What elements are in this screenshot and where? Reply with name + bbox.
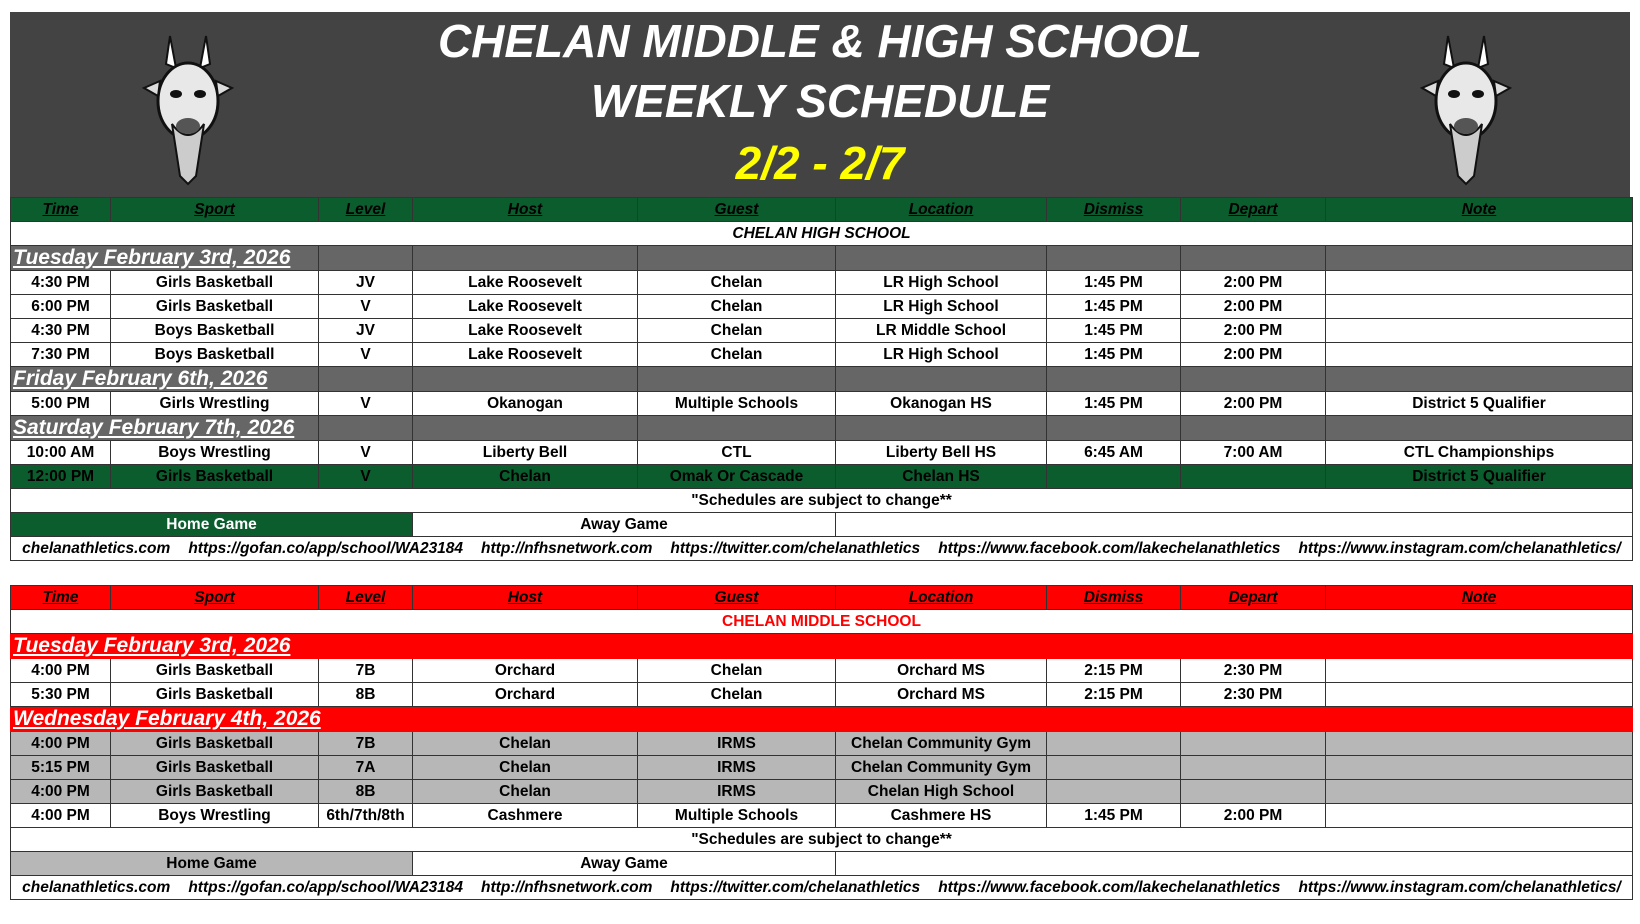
day-label: Tuesday February 3rd, 2026 <box>11 634 1633 659</box>
event-note <box>1326 732 1633 756</box>
column-header-note: Note <box>1326 586 1633 610</box>
event-note <box>1326 343 1633 367</box>
event-level: 8B <box>319 683 413 707</box>
event-location: LR High School <box>836 295 1047 319</box>
event-host: Lake Roosevelt <box>413 343 638 367</box>
column-header-location: Location <box>836 586 1047 610</box>
event-row <box>11 804 1633 828</box>
event-row <box>11 659 1633 683</box>
event-host: Okanogan <box>413 392 638 416</box>
external-link[interactable]: https://twitter.com/chelanathletics <box>670 539 921 557</box>
event-row <box>11 271 1633 295</box>
event-time: 6:00 PM <box>11 295 111 319</box>
event-guest: CTL <box>638 441 836 465</box>
away-game-legend: Away Game <box>413 852 836 876</box>
event-time: 5:30 PM <box>11 683 111 707</box>
column-header-row <box>11 198 1633 222</box>
event-host: Lake Roosevelt <box>413 295 638 319</box>
column-header-time: Time <box>11 586 111 610</box>
event-depart: 2:30 PM <box>1181 683 1326 707</box>
external-link[interactable]: http://nfhsnetwork.com <box>481 878 653 896</box>
event-location: Chelan Community Gym <box>836 732 1047 756</box>
event-location: Cashmere HS <box>836 804 1047 828</box>
external-link[interactable]: https://www.facebook.com/lakechelanathletics <box>938 878 1281 896</box>
event-dismiss: 2:15 PM <box>1047 659 1181 683</box>
column-header-row <box>11 586 1633 610</box>
event-note <box>1326 804 1633 828</box>
event-depart: 7:00 AM <box>1181 441 1326 465</box>
event-depart: 2:00 PM <box>1181 804 1326 828</box>
event-note: District 5 Qualifier <box>1326 392 1633 416</box>
event-row <box>11 441 1633 465</box>
event-depart: 2:00 PM <box>1181 392 1326 416</box>
event-dismiss <box>1047 756 1181 780</box>
day-header-cell <box>836 367 1047 392</box>
day-header-cell <box>413 416 638 441</box>
event-dismiss: 1:45 PM <box>1047 804 1181 828</box>
event-guest: Chelan <box>638 319 836 343</box>
event-note <box>1326 756 1633 780</box>
event-depart: 2:00 PM <box>1181 343 1326 367</box>
home-game-legend: Home Game <box>11 852 413 876</box>
day-header-cell <box>1047 246 1181 271</box>
event-row <box>11 683 1633 707</box>
event-note <box>1326 319 1633 343</box>
day-header-cell <box>638 416 836 441</box>
external-link[interactable]: https://www.instagram.com/chelanathletics/ <box>1298 878 1621 896</box>
middle-school-schedule-table <box>10 585 1633 900</box>
event-location: Orchard MS <box>836 683 1047 707</box>
legend-row <box>11 852 1633 876</box>
column-header-time: Time <box>11 198 111 222</box>
event-depart: 2:30 PM <box>1181 659 1326 683</box>
disclaimer-row <box>11 828 1633 852</box>
external-link[interactable]: https://twitter.com/chelanathletics <box>670 878 921 896</box>
event-host: Chelan <box>413 756 638 780</box>
external-link[interactable]: https://www.facebook.com/lakechelanathletics <box>938 539 1281 557</box>
legend-blank <box>836 513 1633 537</box>
event-level: 8B <box>319 780 413 804</box>
event-sport: Boys Wrestling <box>111 804 319 828</box>
column-header-level: Level <box>319 198 413 222</box>
event-row <box>11 465 1633 489</box>
banner-date-range: 2/2 - 2/7 <box>735 137 905 189</box>
event-guest: IRMS <box>638 780 836 804</box>
external-link[interactable]: https://www.instagram.com/chelanathletics/ <box>1298 539 1621 557</box>
event-note <box>1326 683 1633 707</box>
school-name-row <box>11 222 1633 246</box>
links-cell <box>11 537 1633 561</box>
event-location: LR High School <box>836 343 1047 367</box>
event-level: JV <box>319 271 413 295</box>
event-dismiss: 1:45 PM <box>1047 319 1181 343</box>
event-host: Chelan <box>413 732 638 756</box>
event-host: Orchard <box>413 683 638 707</box>
links-row <box>11 537 1633 561</box>
event-guest: IRMS <box>638 756 836 780</box>
column-header-host: Host <box>413 586 638 610</box>
legend-row <box>11 513 1633 537</box>
event-level: V <box>319 465 413 489</box>
event-level: 6th/7th/8th <box>319 804 413 828</box>
event-note <box>1326 295 1633 319</box>
event-level: 7B <box>319 659 413 683</box>
day-header-cell <box>1326 416 1633 441</box>
away-game-legend: Away Game <box>413 513 836 537</box>
event-time: 10:00 AM <box>11 441 111 465</box>
event-dismiss: 1:45 PM <box>1047 343 1181 367</box>
column-header-sport: Sport <box>111 198 319 222</box>
external-link[interactable]: chelanathletics.com <box>22 539 171 557</box>
event-depart: 2:00 PM <box>1181 271 1326 295</box>
column-header-note: Note <box>1326 198 1633 222</box>
day-label: Saturday February 7th, 2026 <box>11 416 319 441</box>
event-time: 7:30 PM <box>11 343 111 367</box>
event-time: 4:00 PM <box>11 804 111 828</box>
school-name-row <box>11 610 1633 634</box>
event-host: Cashmere <box>413 804 638 828</box>
home-game-legend: Home Game <box>11 513 413 537</box>
event-guest: Omak Or Cascade <box>638 465 836 489</box>
event-location: LR Middle School <box>836 319 1047 343</box>
event-location: Chelan HS <box>836 465 1047 489</box>
event-dismiss: 1:45 PM <box>1047 392 1181 416</box>
column-header-guest: Guest <box>638 198 836 222</box>
links-row <box>11 876 1633 900</box>
event-dismiss <box>1047 780 1181 804</box>
event-sport: Girls Basketball <box>111 683 319 707</box>
column-header-sport: Sport <box>111 586 319 610</box>
legend-blank <box>836 852 1633 876</box>
day-header-cell <box>1181 416 1326 441</box>
event-sport: Girls Basketball <box>111 780 319 804</box>
event-note <box>1326 659 1633 683</box>
event-level: JV <box>319 319 413 343</box>
day-header-cell <box>1326 367 1633 392</box>
day-header-cell <box>638 246 836 271</box>
event-level: V <box>319 343 413 367</box>
goat-mascot-logo-right <box>1418 26 1514 186</box>
event-time: 4:30 PM <box>11 319 111 343</box>
event-depart: 2:00 PM <box>1181 319 1326 343</box>
day-header-row <box>11 416 1633 441</box>
column-header-depart: Depart <box>1181 198 1326 222</box>
event-time: 4:00 PM <box>11 732 111 756</box>
disclaimer-text: "Schedules are subject to change** <box>11 828 1633 852</box>
event-sport: Girls Wrestling <box>111 392 319 416</box>
header-banner <box>10 12 1630 197</box>
event-dismiss: 1:45 PM <box>1047 271 1181 295</box>
event-sport: Girls Basketball <box>111 659 319 683</box>
event-host: Lake Roosevelt <box>413 271 638 295</box>
event-dismiss: 1:45 PM <box>1047 295 1181 319</box>
event-dismiss: 2:15 PM <box>1047 683 1181 707</box>
day-header-row <box>11 246 1633 271</box>
day-header-cell <box>836 416 1047 441</box>
event-location: LR High School <box>836 271 1047 295</box>
event-host: Liberty Bell <box>413 441 638 465</box>
event-level: 7B <box>319 732 413 756</box>
event-level: V <box>319 441 413 465</box>
event-note <box>1326 780 1633 804</box>
event-location: Liberty Bell HS <box>836 441 1047 465</box>
event-row <box>11 319 1633 343</box>
event-sport: Girls Basketball <box>111 756 319 780</box>
day-header-cell <box>1181 246 1326 271</box>
event-time: 4:30 PM <box>11 271 111 295</box>
disclaimer-row <box>11 489 1633 513</box>
day-header-cell <box>319 246 413 271</box>
day-header-row <box>11 707 1633 732</box>
event-time: 5:00 PM <box>11 392 111 416</box>
event-sport: Girls Basketball <box>111 271 319 295</box>
event-note <box>1326 271 1633 295</box>
event-location: Orchard MS <box>836 659 1047 683</box>
event-depart <box>1181 732 1326 756</box>
event-row <box>11 756 1633 780</box>
event-time: 12:00 PM <box>11 465 111 489</box>
day-header-row <box>11 634 1633 659</box>
event-location: Chelan Community Gym <box>836 756 1047 780</box>
day-header-row <box>11 367 1633 392</box>
event-row <box>11 392 1633 416</box>
event-level: V <box>319 295 413 319</box>
event-guest: IRMS <box>638 732 836 756</box>
column-header-host: Host <box>413 198 638 222</box>
school-name: CHELAN HIGH SCHOOL <box>11 222 1633 246</box>
event-sport: Girls Basketball <box>111 295 319 319</box>
column-header-depart: Depart <box>1181 586 1326 610</box>
event-depart <box>1181 756 1326 780</box>
column-header-dismiss: Dismiss <box>1047 198 1181 222</box>
event-dismiss <box>1047 465 1181 489</box>
column-header-guest: Guest <box>638 586 836 610</box>
event-guest: Chelan <box>638 271 836 295</box>
event-time: 4:00 PM <box>11 780 111 804</box>
day-label: Wednesday February 4th, 2026 <box>11 707 1633 732</box>
event-depart <box>1181 465 1326 489</box>
event-guest: Chelan <box>638 659 836 683</box>
event-depart: 2:00 PM <box>1181 295 1326 319</box>
event-sport: Girls Basketball <box>111 465 319 489</box>
event-location: Chelan High School <box>836 780 1047 804</box>
day-header-cell <box>413 367 638 392</box>
external-link[interactable]: https://gofan.co/app/school/WA23184 <box>188 539 464 557</box>
event-host: Chelan <box>413 465 638 489</box>
day-label: Tuesday February 3rd, 2026 <box>11 246 319 271</box>
day-header-cell <box>1181 367 1326 392</box>
disclaimer-text: "Schedules are subject to change** <box>11 489 1633 513</box>
day-header-cell <box>836 246 1047 271</box>
event-sport: Boys Basketball <box>111 319 319 343</box>
external-link[interactable]: https://gofan.co/app/school/WA23184 <box>188 878 464 896</box>
event-host: Lake Roosevelt <box>413 319 638 343</box>
event-dismiss: 6:45 AM <box>1047 441 1181 465</box>
day-header-cell <box>319 416 413 441</box>
event-depart <box>1181 780 1326 804</box>
column-header-dismiss: Dismiss <box>1047 586 1181 610</box>
event-host: Orchard <box>413 659 638 683</box>
event-sport: Boys Basketball <box>111 343 319 367</box>
event-row <box>11 295 1633 319</box>
event-dismiss <box>1047 732 1181 756</box>
day-label: Friday February 6th, 2026 <box>11 367 319 392</box>
event-guest: Chelan <box>638 295 836 319</box>
event-guest: Chelan <box>638 343 836 367</box>
event-time: 4:00 PM <box>11 659 111 683</box>
banner-title-line1: CHELAN MIDDLE & HIGH SCHOOL <box>437 15 1203 67</box>
column-header-location: Location <box>836 198 1047 222</box>
event-guest: Chelan <box>638 683 836 707</box>
event-sport: Girls Basketball <box>111 732 319 756</box>
event-host: Chelan <box>413 780 638 804</box>
banner-title-line2: WEEKLY SCHEDULE <box>590 75 1050 127</box>
event-guest: Multiple Schools <box>638 804 836 828</box>
event-level: 7A <box>319 756 413 780</box>
day-header-cell <box>1047 367 1181 392</box>
event-note: District 5 Qualifier <box>1326 465 1633 489</box>
event-row <box>11 780 1633 804</box>
event-row <box>11 732 1633 756</box>
event-note: CTL Championships <box>1326 441 1633 465</box>
links-cell <box>11 876 1633 900</box>
event-guest: Multiple Schools <box>638 392 836 416</box>
day-header-cell <box>1047 416 1181 441</box>
day-header-cell <box>413 246 638 271</box>
event-level: V <box>319 392 413 416</box>
column-header-level: Level <box>319 586 413 610</box>
event-time: 5:15 PM <box>11 756 111 780</box>
day-header-cell <box>319 367 413 392</box>
school-name: CHELAN MIDDLE SCHOOL <box>11 610 1633 634</box>
external-link[interactable]: chelanathletics.com <box>22 878 171 896</box>
external-link[interactable]: http://nfhsnetwork.com <box>481 539 653 557</box>
high-school-schedule-table <box>10 197 1633 561</box>
event-location: Okanogan HS <box>836 392 1047 416</box>
day-header-cell <box>638 367 836 392</box>
day-header-cell <box>1326 246 1633 271</box>
event-row <box>11 343 1633 367</box>
event-sport: Boys Wrestling <box>111 441 319 465</box>
